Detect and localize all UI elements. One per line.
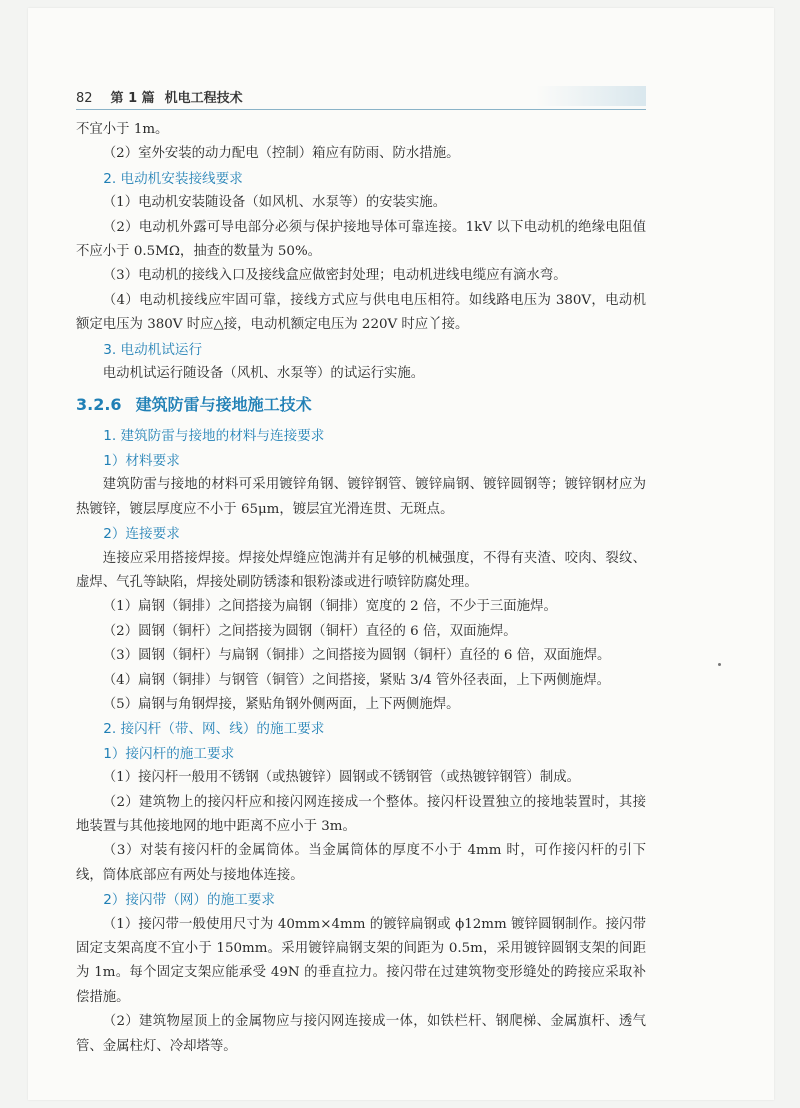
paragraph: 建筑防雷与接地的材料可采用镀锌角钢、镀锌钢管、镀锌扁钢、镀锌圆钢等；镀锌钢材应为热镀锌，镀层厚度应不小于 65μm，镀层宜光滑连贯、无斑点。 bbox=[76, 477, 646, 517]
page-header bbox=[76, 86, 646, 110]
paragraph: （4）电动机接线应牢固可靠，接线方式应与供电电压相符。如线路电压为 380V，电动机额定电压为 380V 时应△接，电动机额定电压为 220V 时应丫接。 bbox=[76, 292, 646, 333]
page-number: 82 bbox=[76, 91, 93, 106]
subsection-heading: 2）接闪带（网）的施工要求 bbox=[103, 892, 275, 909]
subsection-heading: 2. 接闪杆（带、网、线）的施工要求 bbox=[103, 721, 325, 738]
section-heading bbox=[76, 392, 646, 418]
page-body bbox=[76, 118, 646, 1059]
paragraph: （2）建筑物上的接闪杆应和接闪网连接成一个整体。接闪杆设置独立的接地装置时，其接地装置与其他接地网的地中距离不应小于 3m。 bbox=[76, 794, 646, 834]
paragraph: （3）对装有接闪杆的金属筒体。当金属筒体的厚度不小于 4mm 时，可作接闪杆的引下线，筒体底部应有两处与接地体连接。 bbox=[76, 843, 646, 883]
subsection-heading: 1. 建筑防雷与接地的材料与连接要求 bbox=[103, 428, 325, 445]
header-tab-decoration bbox=[536, 86, 646, 106]
paragraph: （2）建筑物屋顶上的金属物应与接闪网连接成一体，如铁栏杆、钢爬梯、金属旗杆、透气管、金属柱灯、冷却塔等。 bbox=[76, 1014, 646, 1054]
paragraph: （1）电动机安装随设备（如风机、水泵等）的安装实施。 bbox=[102, 195, 447, 211]
scan-speck bbox=[718, 663, 721, 666]
paragraph: （2）室外安装的动力配电（控制）箱应有防雨、防水措施。 bbox=[102, 146, 460, 162]
paragraph: 连接应采用搭接焊接。焊接处焊缝应饱满并有足够的机械强度，不得有夹渣、咬肉、裂纹、虚焊、气孔等缺陷，焊接处刷防锈漆和银粉漆或进行喷锌防腐处理。 bbox=[76, 550, 646, 590]
paragraph: 不宜小于 1m。 bbox=[76, 122, 169, 137]
paragraph: （4）扁钢（铜排）与钢管（铜管）之间搭接，紧贴 3/4 管外径表面，上下两侧施焊。 bbox=[102, 672, 611, 688]
paragraph: （1）接闪杆一般用不锈钢（或热镀锌）圆钢或不锈钢管（或热镀锌钢管）制成。 bbox=[102, 770, 580, 786]
chapter-title: 机电工程技术 bbox=[164, 91, 243, 106]
paragraph: （3）电动机的接线入口及接线盒应做密封处理；电动机进线电缆应有滴水弯。 bbox=[102, 268, 567, 284]
paragraph: （2）圆钢（铜杆）之间搭接为圆钢（铜杆）直径的 6 倍，双面施焊。 bbox=[102, 623, 517, 639]
paragraph: （2）电动机外露可导电部分必须与保护接地导体可靠连接。1kV 以下电动机的绝缘电阻值不应小于 0.5MΩ，抽查的数量为 50%。 bbox=[76, 219, 646, 260]
subsection-heading: 2. 电动机安装接线要求 bbox=[103, 170, 243, 187]
section-number: 3.2.6 bbox=[76, 395, 122, 415]
subsection-heading: 3. 电动机试运行 bbox=[103, 341, 203, 358]
paragraph: （1）扁钢（铜排）之间搭接为扁钢（铜排）宽度的 2 倍，不少于三面施焊。 bbox=[102, 599, 557, 615]
part-label: 第 1 篇 bbox=[110, 91, 155, 106]
subsection-heading: 2）连接要求 bbox=[103, 526, 180, 543]
subsection-heading: 1）材料要求 bbox=[103, 452, 180, 469]
paragraph: 电动机试运行随设备（风机、水泵等）的试运行实施。 bbox=[102, 366, 425, 382]
paragraph: （1）接闪带一般使用尺寸为 40mm×4mm 的镀锌扁钢或 ϕ12mm 镀锌圆钢制作。接闪带固定支架高度不宜小于 150mm。采用镀锌扁钢支架的间距为 0.5m，采用镀锌圆钢支架的间距为 1m。每个固定支架应能承受 49N 的垂直拉力。接闪带在过建筑物变形缝处的跨接应采取补偿措施。 bbox=[76, 916, 646, 1005]
section-title: 建筑防雷与接地施工技术 bbox=[135, 395, 312, 415]
subsection-heading: 1）接闪杆的施工要求 bbox=[103, 745, 235, 762]
paragraph: （3）圆钢（铜杆）与扁钢（铜排）之间搭接为圆钢（铜杆）直径的 6 倍，双面施焊。 bbox=[102, 648, 611, 664]
paragraph: （5）扁钢与角钢焊接，紧贴角钢外侧两面，上下两侧施焊。 bbox=[102, 696, 460, 712]
